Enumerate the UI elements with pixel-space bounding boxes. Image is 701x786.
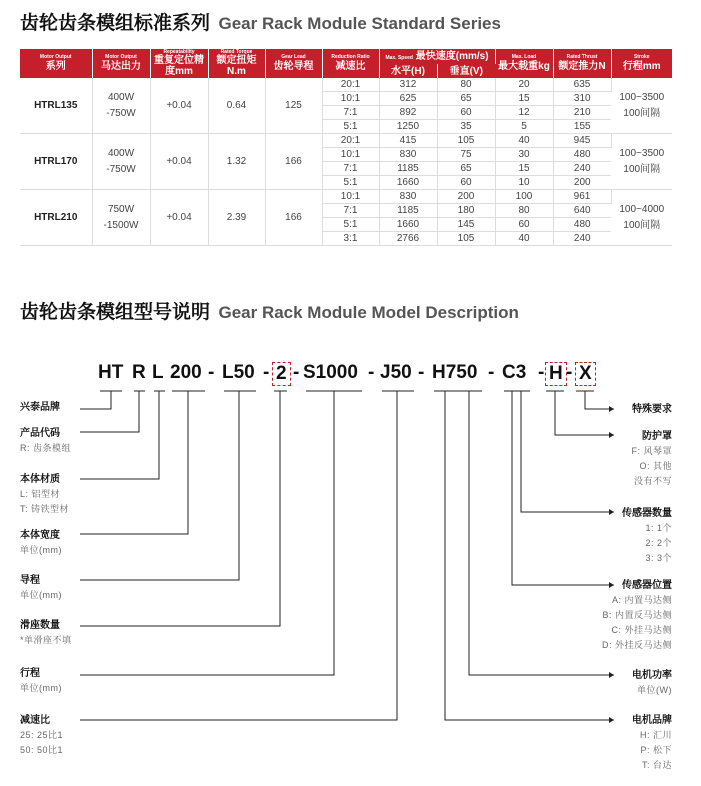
table-cell-speed-h: 1660 <box>379 218 437 232</box>
table-cell-speed-h: 830 <box>379 148 437 162</box>
code-separator: - <box>538 362 545 383</box>
label-title: 传感器数量 <box>622 508 672 519</box>
label-slider-count <box>20 618 72 648</box>
connector-line <box>80 391 188 534</box>
table-cell-thrust: 480 <box>553 148 611 162</box>
label-brand <box>20 400 60 415</box>
label-special-requirement <box>632 402 672 417</box>
table-cell-speed-h: 1185 <box>379 162 437 176</box>
code-segment: R <box>132 362 146 383</box>
table-cell-speed-v: 60 <box>437 106 495 120</box>
arrow-head-icon <box>609 432 614 438</box>
table-cell-model: HTRL170 <box>20 134 92 190</box>
table-cell-reduction: 10:1 <box>322 148 379 162</box>
label-title: 行程 <box>20 668 40 679</box>
code-separator: - <box>263 362 270 383</box>
label-body-material <box>20 472 69 517</box>
table-cell-torque: 0.64 <box>208 78 265 134</box>
table-cell-power: 400W -750W <box>92 134 150 190</box>
label-description: T: 铸铁型材 <box>20 504 70 514</box>
connector-line <box>469 391 614 675</box>
table-cell-speed-v: 65 <box>437 162 495 176</box>
table-cell-speed-v: 65 <box>437 92 495 106</box>
table-cell-max-load: 100 <box>495 190 553 204</box>
label-description: 25: 25比1 <box>20 730 64 740</box>
label-motor-power <box>632 668 672 698</box>
code-segment: J50 <box>380 362 412 383</box>
label-title: 减速比 <box>20 715 50 726</box>
label-description: T: 台达 <box>641 760 672 770</box>
label-description: 单位(mm) <box>20 545 62 555</box>
code-segment: C3 <box>502 362 527 383</box>
table-cell-thrust: 200 <box>553 176 611 190</box>
table-cell-torque: 1.32 <box>208 134 265 190</box>
connector-line <box>512 391 614 585</box>
header-stroke: Stroke 行程mm <box>611 49 672 78</box>
label-title: 特殊要求 <box>632 404 672 415</box>
code-separator: - <box>566 362 573 383</box>
code-separator: - <box>293 362 300 383</box>
connector-line <box>80 391 280 626</box>
table-cell-max-load: 12 <box>495 106 553 120</box>
header-rated-torque: Rated Torque 额定扭矩N.m <box>208 49 265 78</box>
standard-series-title-en: Gear Rack Module Standard Series <box>218 14 501 33</box>
table-cell-speed-v: 80 <box>437 78 495 92</box>
label-title: 传感器位置 <box>622 580 672 591</box>
code-separator: - <box>368 362 375 383</box>
label-sensor-count <box>622 506 672 566</box>
code-separator: - <box>488 362 495 383</box>
table-cell-reduction: 7:1 <box>322 204 379 218</box>
table-cell-thrust: 155 <box>553 120 611 134</box>
label-title: 电机品牌 <box>632 715 672 726</box>
label-description: C: 外挂马达侧 <box>611 625 672 635</box>
label-product-code <box>20 426 71 456</box>
table-cell-model: HTRL135 <box>20 78 92 134</box>
model-description-title-cn: 齿轮齿条模组型号说明 <box>20 302 211 323</box>
table-cell-repeatability: +0.04 <box>150 78 208 134</box>
label-sensor-position <box>602 578 672 653</box>
arrow-head-icon <box>609 406 614 412</box>
label-title: 产品代码 <box>20 428 60 439</box>
header-rated-thrust: Rated Thrust 额定推力N <box>553 49 611 78</box>
label-lead <box>20 573 62 603</box>
table-cell-speed-h: 312 <box>379 78 437 92</box>
label-description: P: 松下 <box>640 745 672 755</box>
table-cell-power: 750W -1500W <box>92 190 150 246</box>
code-segment: 2 <box>272 362 291 386</box>
table-cell-reduction: 20:1 <box>322 78 379 92</box>
header-reduction-ratio: Reduction Ratio 减速比 <box>322 49 379 78</box>
label-description: 50: 50比1 <box>20 745 64 755</box>
label-description: 2: 2个 <box>645 538 672 548</box>
table-cell-speed-v: 105 <box>437 134 495 148</box>
table-cell-reduction: 7:1 <box>322 162 379 176</box>
code-segment: H750 <box>432 362 478 383</box>
code-separator: - <box>208 362 215 383</box>
label-description: *单滑座不填 <box>20 635 72 645</box>
code-segment: L50 <box>222 362 255 383</box>
header-gear-lead: Gear Lead 齿轮导程 <box>265 49 322 78</box>
header-repeatability: Repeatability 重复定位精度mm <box>150 49 208 78</box>
table-cell-max-load: 15 <box>495 162 553 176</box>
table-cell-torque: 2.39 <box>208 190 265 246</box>
table-cell-speed-v: 60 <box>437 176 495 190</box>
table-cell-speed-h: 892 <box>379 106 437 120</box>
table-cell-max-load: 40 <box>495 232 553 246</box>
table-cell-speed-h: 415 <box>379 134 437 148</box>
connector-line <box>80 391 334 675</box>
table-cell-reduction: 10:1 <box>322 190 379 204</box>
label-description: B: 内置反马达侧 <box>602 610 672 620</box>
label-description: 1: 1个 <box>645 523 672 533</box>
code-segment: HT <box>98 362 124 383</box>
label-protective-cover <box>632 429 673 489</box>
label-reduction-ratio <box>20 713 63 758</box>
arrow-head-icon <box>609 672 614 678</box>
standard-series-title-cn: 齿轮齿条模组标准系列 <box>20 13 211 34</box>
arrow-head-icon <box>609 717 614 723</box>
table-cell-reduction: 5:1 <box>322 120 379 134</box>
code-segment: L <box>152 362 164 383</box>
table-cell-max-load: 80 <box>495 204 553 218</box>
table-cell-stroke: 100~3500 100间隔 <box>611 78 672 134</box>
label-title: 电机功率 <box>632 670 672 681</box>
table-cell-repeatability: +0.04 <box>150 190 208 246</box>
table-cell-thrust: 635 <box>553 78 611 92</box>
table-cell-speed-h: 625 <box>379 92 437 106</box>
table-cell-lead: 166 <box>265 190 322 246</box>
table-cell-max-load: 60 <box>495 218 553 232</box>
table-cell-speed-h: 1660 <box>379 176 437 190</box>
header-motor-power: Motor Output 马达出力 <box>92 49 150 78</box>
label-stroke <box>20 666 62 696</box>
table-cell-max-load: 10 <box>495 176 553 190</box>
table-cell-reduction: 10:1 <box>322 92 379 106</box>
code-segment: S1000 <box>303 362 358 383</box>
connector-line <box>80 391 159 479</box>
header-vertical: 垂直(V) <box>437 64 495 78</box>
label-description: H: 汇川 <box>639 730 672 740</box>
table-cell-speed-h: 2766 <box>379 232 437 246</box>
label-description: A: 内置马达侧 <box>611 595 672 605</box>
label-description: F: 风琴罩 <box>631 446 672 456</box>
table-cell-model: HTRL210 <box>20 190 92 246</box>
table-cell-thrust: 961 <box>553 190 611 204</box>
table-cell-reduction: 5:1 <box>322 176 379 190</box>
table-cell-max-load: 30 <box>495 148 553 162</box>
table-cell-reduction: 20:1 <box>322 134 379 148</box>
header-series: Motor Output 系列 <box>20 49 92 78</box>
code-segment: H <box>545 362 567 386</box>
table-cell-speed-v: 180 <box>437 204 495 218</box>
code-segment: 200 <box>170 362 202 383</box>
table-cell-speed-v: 75 <box>437 148 495 162</box>
table-cell-reduction: 3:1 <box>322 232 379 246</box>
label-title: 滑座数量 <box>20 620 60 631</box>
table-cell-thrust: 945 <box>553 134 611 148</box>
table-cell-thrust: 210 <box>553 106 611 120</box>
connector-line <box>80 391 139 432</box>
table-cell-thrust: 240 <box>553 162 611 176</box>
table-cell-lead: 125 <box>265 78 322 134</box>
label-description: 单位(W) <box>637 685 672 695</box>
label-description: R: 齿条模组 <box>20 443 72 453</box>
table-cell-thrust: 240 <box>553 232 611 246</box>
label-description: 3: 3个 <box>645 553 672 563</box>
table-cell-thrust: 640 <box>553 204 611 218</box>
model-code <box>0 361 701 387</box>
label-description: L: 铝型材 <box>20 489 61 499</box>
table-cell-max-load: 20 <box>495 78 553 92</box>
connector-line <box>80 391 111 409</box>
label-description: 单位(mm) <box>20 590 62 600</box>
label-body-width <box>20 528 62 558</box>
header-max-load: Max. Load 最大载重kg <box>495 49 553 78</box>
table-cell-reduction: 7:1 <box>322 106 379 120</box>
table-cell-power: 400W -750W <box>92 78 150 134</box>
table-cell-speed-h: 1250 <box>379 120 437 134</box>
label-description: D: 外挂反马达侧 <box>601 640 672 650</box>
connector-line <box>445 391 614 720</box>
label-motor-brand <box>632 713 672 773</box>
label-description: 单位(mm) <box>20 683 62 693</box>
table-cell-speed-h: 1185 <box>379 204 437 218</box>
table-cell-speed-h: 830 <box>379 190 437 204</box>
table-cell-thrust: 310 <box>553 92 611 106</box>
table-cell-speed-v: 200 <box>437 190 495 204</box>
table-cell-lead: 166 <box>265 134 322 190</box>
header-max-speed: Max. Speed 最快速度(mm/s) <box>379 49 495 64</box>
header-horizontal: 水平(H) <box>379 64 437 78</box>
label-title: 防护罩 <box>642 431 672 442</box>
table-cell-speed-v: 105 <box>437 232 495 246</box>
code-segment: X <box>575 362 596 386</box>
code-separator: - <box>418 362 425 383</box>
label-description: O: 其他 <box>639 461 672 471</box>
label-title: 兴泰品牌 <box>20 402 60 413</box>
table-cell-max-load: 40 <box>495 134 553 148</box>
arrow-head-icon <box>609 509 614 515</box>
table-cell-stroke: 100~4000 100间隔 <box>611 190 672 246</box>
table-cell-repeatability: +0.04 <box>150 134 208 190</box>
model-description-title-en: Gear Rack Module Model Description <box>218 303 519 322</box>
label-title: 本体材质 <box>20 474 60 485</box>
table-cell-speed-v: 145 <box>437 218 495 232</box>
label-title: 导程 <box>20 575 40 586</box>
table-cell-speed-v: 35 <box>437 120 495 134</box>
table-cell-reduction: 5:1 <box>322 218 379 232</box>
table-cell-max-load: 15 <box>495 92 553 106</box>
connector-line <box>585 391 614 409</box>
label-title: 本体宽度 <box>20 530 60 541</box>
table-cell-stroke: 100~3500 100间隔 <box>611 134 672 190</box>
label-description: 没有不写 <box>633 476 672 486</box>
table-cell-thrust: 480 <box>553 218 611 232</box>
table-cell-max-load: 5 <box>495 120 553 134</box>
